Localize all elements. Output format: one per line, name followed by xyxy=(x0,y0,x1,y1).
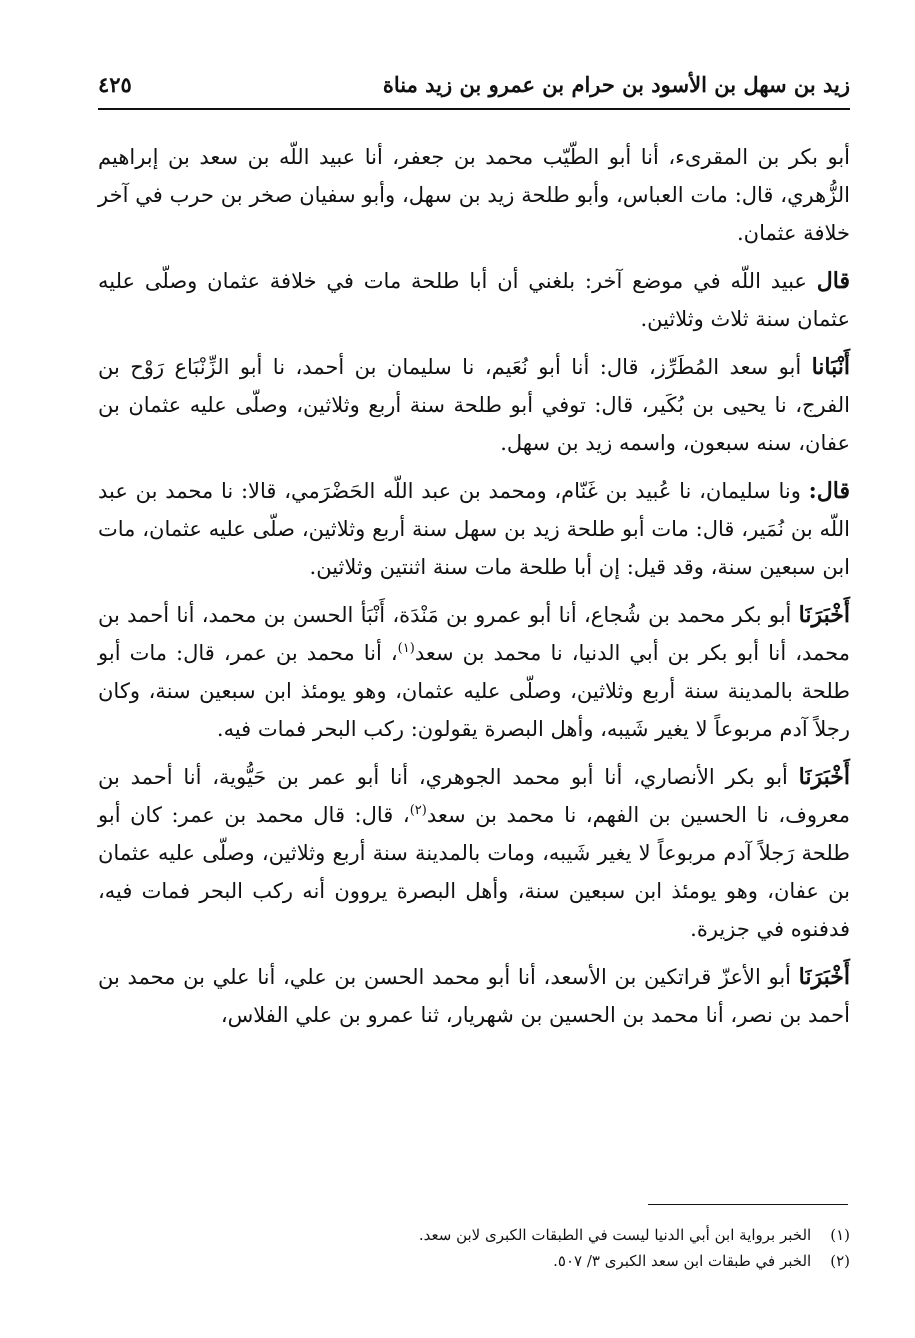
paragraph-text: أبو سعد المُطَرِّز، قال: أنا أبو نُعَيم، نا سليمان بن أحمد، نا أبو الزِّنْبَاع رَوْح بن الفرج، نا يحيى بن بُكَير، قال: توفي أبو طلحة سنة أربع وثلاثين، وصلّى عليه عثمان بن عفان، سنه سبعون، واسمه زيد بن سهل. xyxy=(98,355,850,455)
paragraph-lead-word: أَنْبَانا xyxy=(811,354,850,380)
paragraph-7 xyxy=(98,958,850,1034)
footnote-number: (١) xyxy=(830,1226,850,1244)
paragraph-text: ، أنا محمد بن عمر، قال: مات أبو طلحة بالمدينة سنة أربع وثلاثين، وصلّى عليه عثمان، وهو يومئذ ابن سبعين سنة، وكان رجلاً آدم مربوعاً لا يغير شَيبه، وأهل البصرة يقولون: ركب البحر فمات فيه. xyxy=(98,641,850,741)
paragraph-3 xyxy=(98,348,850,462)
footnote-text: الخبر في طبقات ابن سعد الكبرى ٣/ ٥٠٧. xyxy=(553,1252,812,1270)
footnote-ref-2[interactable]: (٢) xyxy=(409,803,427,818)
header-title: زيد بن سهل بن الأسود بن حرام بن عمرو بن زيد مناة xyxy=(382,72,850,97)
paragraph-text: أبو بكر بن المقرىء، أنا أبو الطّيّب محمد بن جعفر، أنا عبيد اللّه بن سعد بن إبراهيم الزُّهري، قال: مات العباس، وأبو طلحة زيد بن سهل، وأبو سفيان صخر بن حرب في آخر خلافة عثمان. xyxy=(98,145,850,245)
paragraph-text: ونا سليمان، نا عُبيد بن غَنّام، ومحمد بن عبد اللّه الحَضْرَمي، قالا: نا محمد بن عبد اللّه بن نُمَير، قال: مات أبو طلحة زيد بن سهل سنة أربع وثلاثين، صلّى عليه عثمان، مات ابن سبعين سنة، وقد قيل: إن أبا طلحة مات سنة اثنتين وثلاثين. xyxy=(98,479,850,579)
paragraph-text: عبيد اللّه في موضع آخر: بلغني أن أبا طلحة مات في خلافة عثمان وصلّى عليه عثمان سنة ثلاث وثلاثين. xyxy=(98,269,850,331)
paragraph-lead-word: أَخْبَرَنَا xyxy=(798,764,850,790)
main-text xyxy=(98,138,850,1044)
paragraph-lead-word: أَخْبَرَنَا xyxy=(798,602,850,628)
page-number: ٤٢٥ xyxy=(98,72,132,97)
paragraph-6 xyxy=(98,758,850,948)
footnotes xyxy=(98,1222,850,1274)
paragraph-2 xyxy=(98,262,850,338)
paragraph-5 xyxy=(98,596,850,748)
running-header xyxy=(98,70,850,110)
paragraph-text: أبو الأعزّ قراتكين بن الأسعد، أنا أبو محمد الحسن بن علي، أنا علي بن محمد بن أحمد بن نصر، أنا محمد بن الحسين بن شهريار، ثنا عمرو بن علي الفلاس، xyxy=(98,965,850,1027)
paragraph-lead-word: أَخْبَرَنَا xyxy=(798,964,850,990)
paragraph-1 xyxy=(98,138,850,252)
paragraph-4 xyxy=(98,472,850,586)
paragraph-text: ، قال: قال محمد بن عمر: كان أبو طلحة رَجلاً آدم مربوعاً لا يغير شَيبه، ومات بالمدينة سنة أربع وثلاثين، وصلّى عليه عثمان بن عفان، وهو يومئذ ابن سبعين سنة، وأهل البصرة يروون أنه ركب البحر فمات فيه، فدفنوه في جزيرة. xyxy=(98,803,850,941)
paragraph-text: أبو بكر الأنصاري، أنا أبو محمد الجوهري، أنا أبو عمر بن حَيُّوية، أنا أحمد بن معروف، نا الحسين بن الفهم، نا محمد بن سعد xyxy=(98,765,851,827)
paragraph-lead-word: قال: xyxy=(808,478,850,504)
footnote-2 xyxy=(98,1248,850,1274)
footnote-number: (٢) xyxy=(830,1252,850,1270)
paragraph-text: أبو بكر محمد بن شُجاع، أنا أبو عمرو بن مَنْدَة، أَنْبَأ الحسن بن محمد، أنا أحمد بن محمد، أنا أبو بكر بن أبي الدنيا، نا محمد بن سعد xyxy=(98,603,850,665)
footnote-ref-1[interactable]: (١) xyxy=(397,641,415,656)
paragraph-lead-word: قال xyxy=(816,268,850,294)
footnote-text: الخبر برواية ابن أبي الدنيا ليست في الطبقات الكبرى لابن سعد. xyxy=(418,1226,812,1244)
footnote-divider xyxy=(648,1204,848,1205)
footnote-1 xyxy=(98,1222,850,1248)
